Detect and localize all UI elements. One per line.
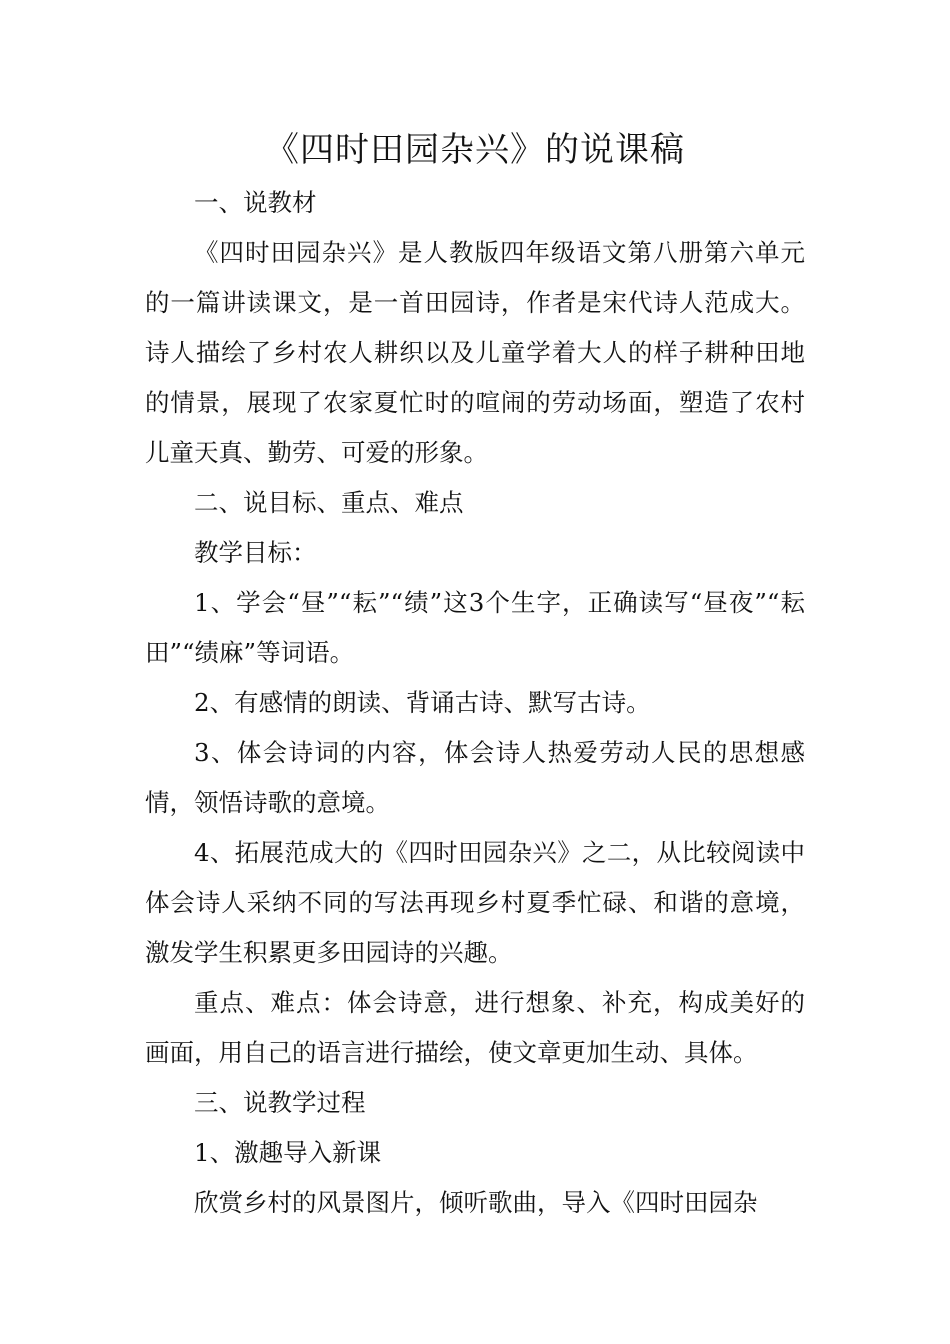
section-heading-process: 三、说教学过程: [194, 1088, 366, 1117]
goal-item-3: 3、体会诗词的内容，体会诗人热爱劳动人民的思想感情，领悟诗歌的意境。: [145, 738, 805, 817]
paragraph-process-intro: 欣赏乡村的风景图片，倾听歌曲，导入《四时田园杂: [194, 1188, 758, 1217]
section-heading-textbook: 一、说教材: [194, 188, 317, 217]
paragraph-key-points: 重点、难点：体会诗意，进行想象、补充，构成美好的画面，用自己的语言进行描绘，使文章更加生动、具体。: [145, 988, 805, 1067]
subheading-teaching-goals: 教学目标：: [194, 538, 317, 567]
paragraph-textbook-intro: 《四时田园杂兴》是人教版四年级语文第八册第六单元的一篇讲读课文，是一首田园诗，作者是宋代诗人范成大。诗人描绘了乡村农人耕织以及儿童学着大人的样子耕种田地的情景，展现了农家夏忙时的喧闹的劳动场面，塑造了农村儿童天真、勤劳、可爱的形象。: [145, 238, 805, 467]
document-title: 《四时田园杂兴》的说课稿: [265, 130, 685, 170]
process-step-1: 1、激趣导入新课: [194, 1138, 382, 1167]
goal-item-1: 1、学会“昼”“耘”“绩”这3个生字，正确读写“昼夜”“耘田”“绩麻”等词语。: [145, 588, 805, 667]
section-heading-goals: 二、说目标、重点、难点: [194, 488, 464, 517]
goal-item-4: 4、拓展范成大的《四时田园杂兴》之二，从比较阅读中体会诗人采纳不同的写法再现乡村夏季忙碌、和谐的意境，激发学生积累更多田园诗的兴趣。: [145, 838, 805, 967]
goal-item-2: 2、有感情的朗读、背诵古诗、默写古诗。: [194, 688, 651, 717]
document-body: [145, 178, 805, 1228]
